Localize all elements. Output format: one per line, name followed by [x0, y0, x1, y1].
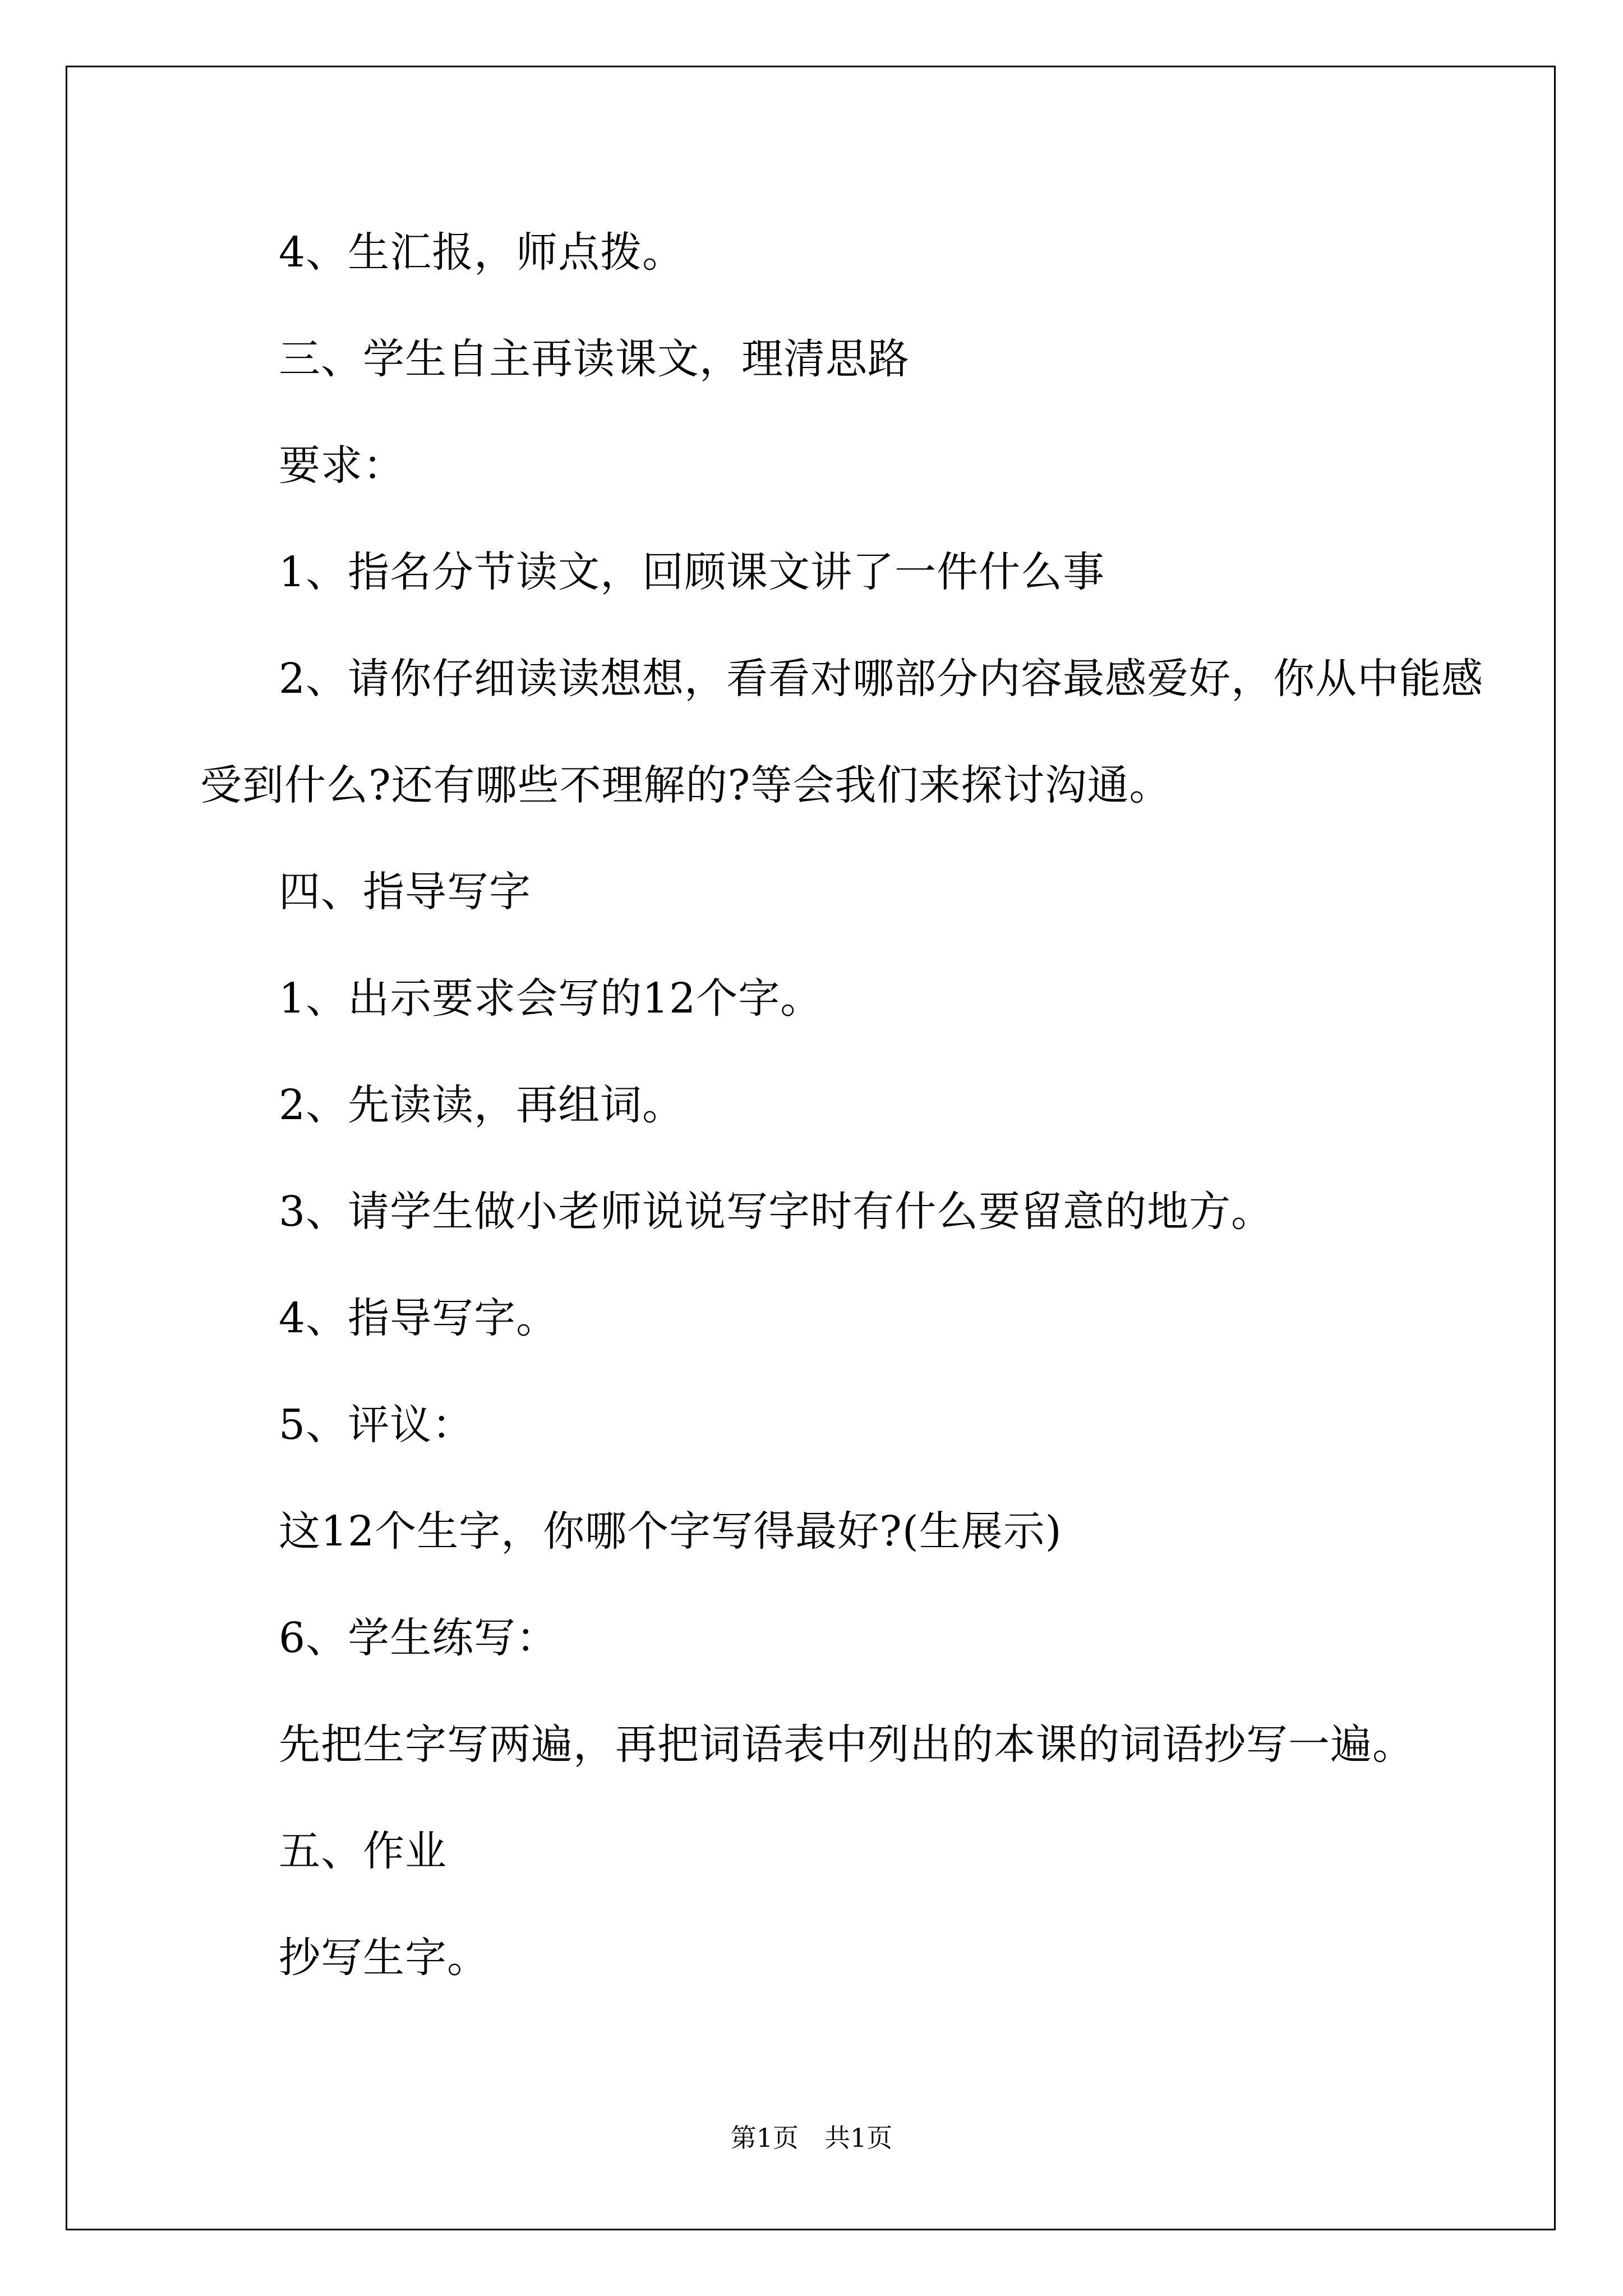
paragraph-line: 1、出示要求会写的12个字。 — [279, 974, 823, 1023]
paragraph-line: 5、评议： — [279, 1401, 474, 1449]
paragraph-line: 这12个生字，你哪个字写得最好?(生展示) — [279, 1507, 1062, 1556]
paragraph-line: 4、生汇报，师点拨。 — [279, 228, 685, 277]
paragraph-line: 抄写生字。 — [279, 1934, 489, 1982]
paragraph-line: 4、指导写字。 — [279, 1294, 559, 1342]
paragraph-line: 要求： — [279, 441, 405, 490]
paragraph-line: 2、先读读，再组词。 — [279, 1081, 685, 1129]
section-heading: 四、指导写字 — [279, 868, 531, 916]
section-heading: 五、作业 — [279, 1827, 447, 1875]
section-heading: 三、学生自主再读课文，理清思路 — [279, 335, 910, 383]
paragraph-line: 3、请学生做小老师说说写字时有什么要留意的地方。 — [279, 1188, 1274, 1236]
paragraph-line: 2、请你仔细读读想想，看看对哪部分内容最感爱好，你从中能感 — [279, 655, 1484, 703]
paragraph-line: 先把生字写两遍，再把词语表中列出的本课的词语抄写一遍。 — [279, 1720, 1414, 1769]
page-number-footer: 第1页 共1页 — [730, 2123, 893, 2153]
paragraph-line: 1、指名分节读文，回顾课文讲了一件什么事 — [279, 548, 1105, 596]
paragraph-line: 6、学生练写： — [279, 1614, 559, 1662]
paragraph-line: 受到什么?还有哪些不理解的?等会我们来探讨沟通。 — [200, 761, 1172, 809]
page-border — [66, 66, 1556, 2230]
